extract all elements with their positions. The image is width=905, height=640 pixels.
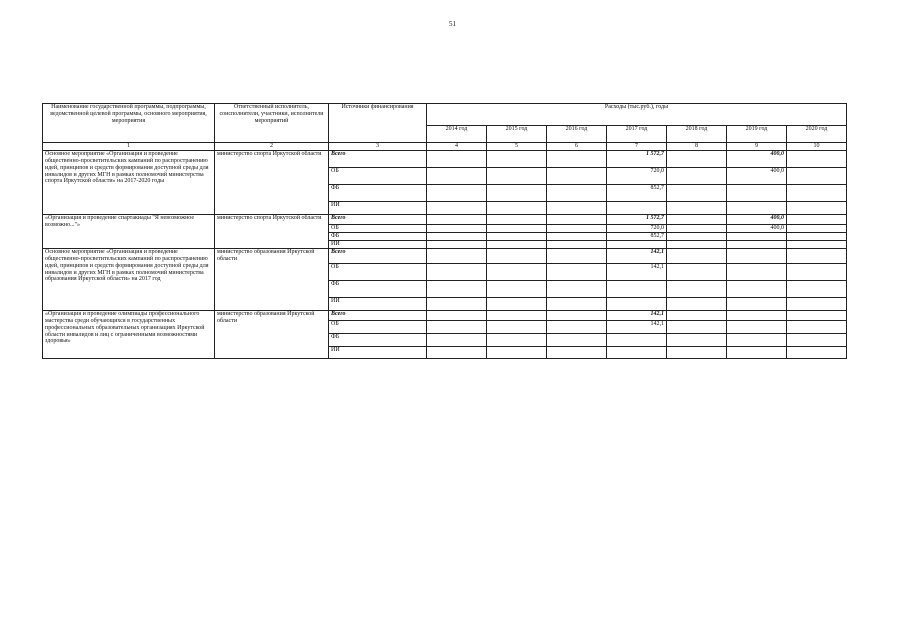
year-value <box>427 167 487 184</box>
year-value <box>487 150 547 167</box>
year-value <box>547 346 607 358</box>
year-value <box>727 232 787 240</box>
year-value <box>667 297 727 310</box>
column-number: 5 <box>487 143 547 151</box>
year-value <box>487 167 547 184</box>
year-value <box>427 232 487 240</box>
header-year: 2017 год <box>607 126 667 143</box>
year-value <box>427 224 487 232</box>
year-value <box>787 232 847 240</box>
year-value <box>667 320 727 333</box>
year-value <box>667 184 727 201</box>
year-value <box>667 346 727 358</box>
year-value: 142,1 <box>607 263 667 280</box>
measure-executor: министерство образования Иркутской области <box>215 310 329 358</box>
year-value <box>787 240 847 248</box>
table-row <box>43 248 847 263</box>
financing-source: ФБ <box>329 333 427 346</box>
header-year: 2020 год <box>787 126 847 143</box>
expenses-table <box>42 103 847 359</box>
table-row <box>43 214 847 224</box>
year-value: 720,0 <box>607 224 667 232</box>
year-value: 400,0 <box>727 150 787 167</box>
year-value <box>547 214 607 224</box>
year-value <box>727 201 787 214</box>
financing-source: Всего <box>329 248 427 263</box>
year-value <box>427 346 487 358</box>
column-number: 2 <box>215 143 329 151</box>
year-value: 142,1 <box>607 320 667 333</box>
year-value <box>427 214 487 224</box>
measure-name: Основное мероприятие «Организация и проведение общественно-просветительских кампаний по распространению идей, принципов и средств формирования доступной среды для инвалидов и других МГН в рамках полномочий министерства спорта Иркутской области» на 2017-2020 годы <box>43 150 215 214</box>
year-value <box>487 346 547 358</box>
year-value <box>787 320 847 333</box>
measure-executor: министерство спорта Иркутской области <box>215 150 329 214</box>
year-value <box>727 263 787 280</box>
year-value: 852,7 <box>607 232 667 240</box>
year-value <box>427 184 487 201</box>
year-value <box>427 297 487 310</box>
year-value <box>487 201 547 214</box>
year-value: 720,0 <box>607 167 667 184</box>
year-value <box>427 248 487 263</box>
measure-executor: министерство образования Иркутской области <box>215 248 329 310</box>
year-value <box>487 248 547 263</box>
column-number: 8 <box>667 143 727 151</box>
year-value <box>787 214 847 224</box>
year-value <box>487 297 547 310</box>
year-value <box>427 150 487 167</box>
year-value <box>787 346 847 358</box>
year-value <box>487 263 547 280</box>
header-executor: Ответственный исполнитель, соисполнители, участники, исполнители мероприятий <box>215 104 329 143</box>
column-number: 9 <box>727 143 787 151</box>
year-value: 142,1 <box>607 310 667 320</box>
year-value <box>547 263 607 280</box>
measure-name: «Организация и проведение олимпиады профессионального мастерства среди обучающихся в государственных профессиональных образовательных организациях Иркутской области инвалидов и лиц с ограниченными возможностями здоровья» <box>43 310 215 358</box>
year-value <box>667 263 727 280</box>
year-value <box>487 214 547 224</box>
year-value <box>727 297 787 310</box>
table-row <box>43 310 847 320</box>
year-value <box>427 320 487 333</box>
year-value <box>667 240 727 248</box>
year-value <box>427 263 487 280</box>
year-value <box>547 310 607 320</box>
year-value <box>487 224 547 232</box>
year-value: 400,0 <box>727 167 787 184</box>
year-value <box>787 224 847 232</box>
year-value <box>487 320 547 333</box>
year-value <box>607 346 667 358</box>
year-value <box>667 310 727 320</box>
year-value <box>667 167 727 184</box>
year-value <box>487 232 547 240</box>
year-value <box>547 201 607 214</box>
year-value <box>547 333 607 346</box>
year-value <box>787 150 847 167</box>
financing-source: ОБ <box>329 263 427 280</box>
year-value <box>727 320 787 333</box>
year-value <box>547 240 607 248</box>
year-value <box>547 232 607 240</box>
year-value <box>487 333 547 346</box>
year-value <box>607 280 667 297</box>
financing-source: ИИ <box>329 346 427 358</box>
year-value <box>427 310 487 320</box>
year-value: 400,0 <box>727 214 787 224</box>
year-value <box>787 297 847 310</box>
financing-source: Всего <box>329 150 427 167</box>
year-value <box>547 184 607 201</box>
measure-name: «Организация и проведение спартакиады "Я невозможное возможно..."» <box>43 214 215 248</box>
column-number: 6 <box>547 143 607 151</box>
financing-source: ОБ <box>329 224 427 232</box>
year-value <box>727 333 787 346</box>
year-value <box>547 320 607 333</box>
year-value <box>727 280 787 297</box>
year-value <box>787 184 847 201</box>
column-number: 4 <box>427 143 487 151</box>
header-year: 2016 год <box>547 126 607 143</box>
header-source: Источники финансирования <box>329 104 427 143</box>
year-value <box>607 297 667 310</box>
year-value: 142,1 <box>607 248 667 263</box>
year-value <box>787 263 847 280</box>
column-number: 10 <box>787 143 847 151</box>
year-value <box>607 201 667 214</box>
year-value: 400,0 <box>727 224 787 232</box>
column-number: 3 <box>329 143 427 151</box>
year-value <box>487 310 547 320</box>
year-value <box>487 280 547 297</box>
year-value <box>667 333 727 346</box>
financing-source: Всего <box>329 310 427 320</box>
header-year: 2014 год <box>427 126 487 143</box>
header-year: 2019 год <box>727 126 787 143</box>
year-value <box>547 297 607 310</box>
year-value <box>427 240 487 248</box>
year-value <box>787 201 847 214</box>
year-value <box>727 248 787 263</box>
financing-source: Всего <box>329 214 427 224</box>
year-value <box>667 232 727 240</box>
year-value <box>427 333 487 346</box>
year-value <box>727 184 787 201</box>
measure-executor: министерство спорта Иркутской области <box>215 214 329 248</box>
year-value <box>667 224 727 232</box>
year-value <box>547 248 607 263</box>
year-value <box>607 240 667 248</box>
financing-source: ИИ <box>329 201 427 214</box>
year-value <box>547 150 607 167</box>
header-expenses: Расходы (тыс.руб.), годы <box>427 104 847 126</box>
year-value <box>427 201 487 214</box>
column-number: 1 <box>43 143 215 151</box>
financing-source: ОБ <box>329 320 427 333</box>
financing-source: ФБ <box>329 280 427 297</box>
financing-source: ИИ <box>329 240 427 248</box>
year-value <box>727 346 787 358</box>
year-value: 852,7 <box>607 184 667 201</box>
header-year: 2018 год <box>667 126 727 143</box>
year-value <box>787 167 847 184</box>
year-value <box>787 280 847 297</box>
year-value <box>787 310 847 320</box>
financing-source: ФБ <box>329 232 427 240</box>
year-value <box>667 280 727 297</box>
page-number: 51 <box>449 20 456 28</box>
year-value <box>787 248 847 263</box>
year-value <box>667 150 727 167</box>
year-value <box>547 280 607 297</box>
year-value: 1 572,7 <box>607 150 667 167</box>
column-number: 7 <box>607 143 667 151</box>
table-row <box>43 150 847 167</box>
year-value <box>547 224 607 232</box>
year-value <box>727 240 787 248</box>
header-year: 2015 год <box>487 126 547 143</box>
year-value <box>667 201 727 214</box>
year-value <box>427 280 487 297</box>
measure-name: Основное мероприятие «Организация и проведение общественно-просветительских кампаний по распространению идей, принципов и средств формирования доступной среды для инвалидов и других МГН в рамках полномочий министерства образования Иркутской области» на 2017 год <box>43 248 215 310</box>
year-value <box>667 248 727 263</box>
year-value <box>487 184 547 201</box>
year-value <box>667 214 727 224</box>
year-value: 1 572,7 <box>607 214 667 224</box>
financing-source: ОБ <box>329 167 427 184</box>
year-value <box>787 333 847 346</box>
year-value <box>547 167 607 184</box>
year-value <box>727 310 787 320</box>
header-program: Наименование государственной программы, подпрограммы, ведомственной целевой программы, основного мероприятия, мероприятия <box>43 104 215 143</box>
financing-source: ИИ <box>329 297 427 310</box>
year-value <box>607 333 667 346</box>
year-value <box>487 240 547 248</box>
financing-source: ФБ <box>329 184 427 201</box>
